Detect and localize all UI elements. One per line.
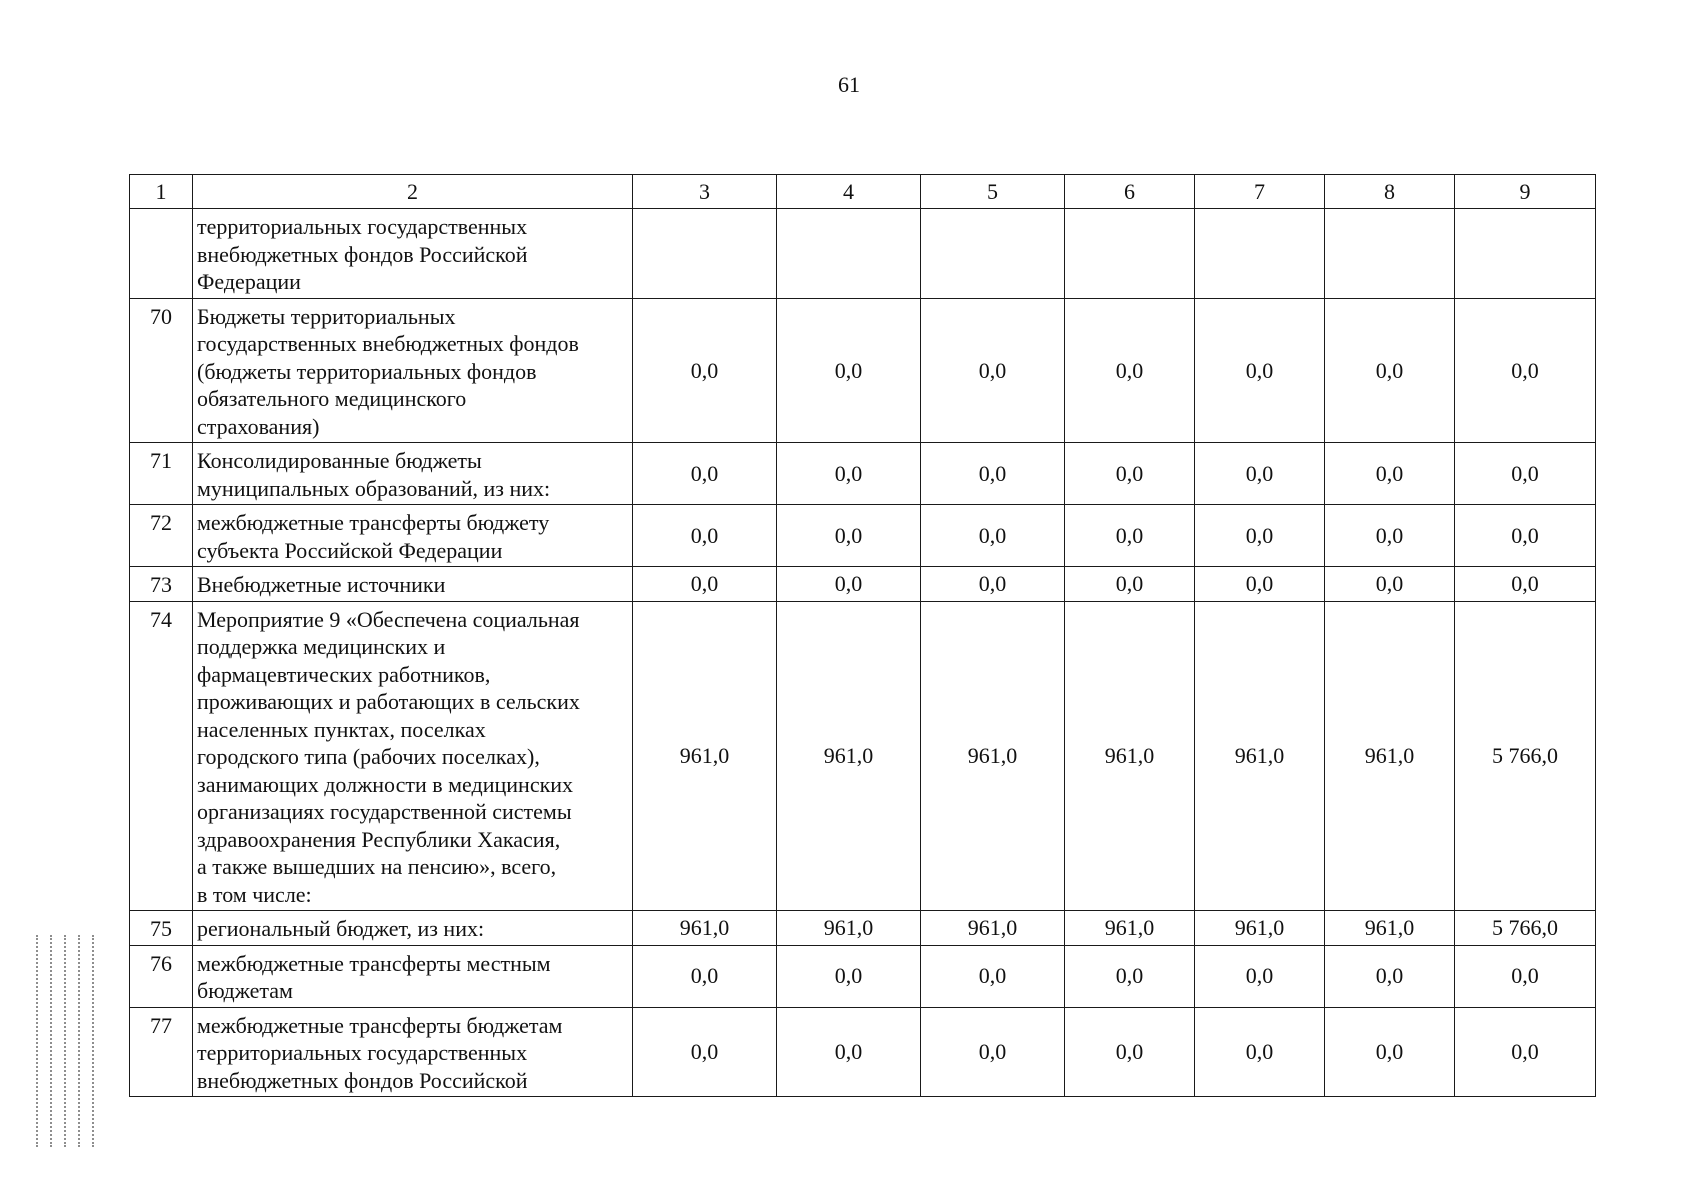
value-cell [1455, 209, 1596, 299]
value-cell [921, 209, 1065, 299]
value-cell: 0,0 [1065, 945, 1195, 1007]
description-line: обязательного медицинского [197, 386, 467, 411]
value-cell: 961,0 [1065, 911, 1195, 946]
description-line: региональный бюджет, из них: [197, 916, 485, 941]
value-cell: 0,0 [1195, 505, 1325, 567]
value-cell: 0,0 [633, 567, 777, 602]
description-line: занимающих должности в медицинских [197, 771, 574, 797]
column-header: 5 [921, 175, 1065, 209]
value-cell: 0,0 [1455, 1007, 1596, 1097]
value-cell: 5 766,0 [1455, 601, 1596, 911]
description-line: межбюджетные трансферты местным [197, 950, 551, 976]
row-number: 75 [130, 911, 193, 946]
description-line: организациях государственной системы [197, 799, 572, 824]
value-cell: 0,0 [1325, 567, 1455, 602]
value-cell [1195, 209, 1325, 299]
column-header: 4 [777, 175, 921, 209]
description-line: муниципальных образований, из них: [197, 475, 551, 501]
value-cell: 0,0 [777, 567, 921, 602]
description-line: (бюджеты территориальных фондов [197, 358, 537, 384]
value-cell: 961,0 [921, 601, 1065, 911]
value-cell: 0,0 [1195, 298, 1325, 443]
table-row [130, 1007, 1596, 1097]
page-number: 61 [838, 72, 860, 97]
row-number: 70 [130, 298, 193, 443]
value-cell: 0,0 [1455, 567, 1596, 602]
row-description [193, 567, 633, 602]
value-cell [1065, 209, 1195, 299]
value-cell [633, 209, 777, 299]
value-cell: 0,0 [1455, 298, 1596, 443]
value-cell: 0,0 [1455, 945, 1596, 1007]
description-line: внебюджетных фондов Российской [197, 241, 528, 267]
row-description [193, 209, 633, 299]
description-line: государственных внебюджетных фондов [197, 331, 579, 356]
description-line: территориальных государственных [197, 214, 528, 239]
value-cell: 0,0 [1325, 443, 1455, 505]
row-number: 73 [130, 567, 193, 602]
value-cell: 0,0 [777, 443, 921, 505]
row-description [193, 945, 633, 1007]
value-cell: 5 766,0 [1455, 911, 1596, 946]
column-header: 6 [1065, 175, 1195, 209]
row-number: 77 [130, 1007, 193, 1097]
description-line: фармацевтических работников, [197, 661, 491, 687]
description-line: внебюджетных фондов Российской [197, 1067, 528, 1093]
column-header: 8 [1325, 175, 1455, 209]
description-line: Федерации [197, 269, 301, 294]
description-line: Внебюджетные источники [197, 572, 446, 597]
value-cell: 961,0 [1325, 911, 1455, 946]
value-cell: 0,0 [777, 505, 921, 567]
description-line: межбюджетные трансферты бюджетам [197, 1012, 563, 1038]
value-cell: 0,0 [1195, 567, 1325, 602]
row-description [193, 298, 633, 443]
description-line: Бюджеты территориальных [197, 303, 456, 329]
description-line: Мероприятие 9 «Обеспечена социальная [197, 606, 580, 632]
value-cell: 961,0 [1195, 601, 1325, 911]
value-cell: 0,0 [921, 443, 1065, 505]
budget-table [129, 174, 1596, 1097]
value-cell: 961,0 [777, 911, 921, 946]
table-row [130, 911, 1596, 946]
value-cell: 961,0 [777, 601, 921, 911]
value-cell: 0,0 [921, 298, 1065, 443]
column-header: 7 [1195, 175, 1325, 209]
column-header: 1 [130, 175, 193, 209]
description-line: межбюджетные трансферты бюджету [197, 510, 550, 535]
table-row [130, 209, 1596, 299]
row-description [193, 505, 633, 567]
value-cell [1325, 209, 1455, 299]
value-cell: 0,0 [1065, 567, 1195, 602]
value-cell: 0,0 [1065, 298, 1195, 443]
row-number: 71 [130, 443, 193, 505]
description-line: бюджетам [197, 978, 293, 1003]
row-description [193, 1007, 633, 1097]
value-cell: 0,0 [1325, 945, 1455, 1007]
value-cell: 0,0 [921, 567, 1065, 602]
description-line: поддержка медицинских и [197, 634, 446, 659]
value-cell: 961,0 [633, 911, 777, 946]
value-cell: 0,0 [633, 505, 777, 567]
value-cell: 0,0 [1195, 443, 1325, 505]
table-row [130, 945, 1596, 1007]
description-line: Консолидированные бюджеты [197, 448, 482, 473]
table-row [130, 505, 1596, 567]
description-line: субъекта Российской Федерации [197, 537, 503, 563]
row-number: 76 [130, 945, 193, 1007]
value-cell: 961,0 [633, 601, 777, 911]
value-cell: 0,0 [633, 1007, 777, 1097]
value-cell: 0,0 [633, 443, 777, 505]
row-description [193, 911, 633, 946]
row-description [193, 601, 633, 911]
row-number: 74 [130, 601, 193, 911]
value-cell: 0,0 [1455, 443, 1596, 505]
value-cell: 0,0 [1065, 1007, 1195, 1097]
value-cell: 0,0 [633, 298, 777, 443]
value-cell: 0,0 [1195, 1007, 1325, 1097]
row-number: 72 [130, 505, 193, 567]
value-cell: 0,0 [777, 298, 921, 443]
table-row [130, 601, 1596, 911]
description-line: а также вышедших на пенсию», всего, [197, 854, 557, 879]
value-cell: 961,0 [921, 911, 1065, 946]
archive-stamp [34, 935, 98, 1147]
value-cell: 0,0 [777, 945, 921, 1007]
value-cell: 961,0 [1325, 601, 1455, 911]
value-cell: 0,0 [1325, 298, 1455, 443]
row-number [130, 209, 193, 299]
description-line: городского типа (рабочих поселках), [197, 744, 540, 769]
description-line: проживающих и работающих в сельских [197, 689, 580, 714]
value-cell: 0,0 [633, 945, 777, 1007]
description-line: здравоохранения Республики Хакасия, [197, 826, 561, 852]
value-cell: 0,0 [1325, 1007, 1455, 1097]
value-cell: 0,0 [1195, 945, 1325, 1007]
row-description [193, 443, 633, 505]
description-line: населенных пунктах, поселках [197, 716, 486, 742]
value-cell: 961,0 [1195, 911, 1325, 946]
value-cell: 0,0 [921, 945, 1065, 1007]
value-cell: 0,0 [1325, 505, 1455, 567]
table-row [130, 298, 1596, 443]
table-row [130, 567, 1596, 602]
value-cell [777, 209, 921, 299]
table-row [130, 443, 1596, 505]
value-cell: 0,0 [1065, 443, 1195, 505]
description-line: в том числе: [197, 881, 312, 907]
description-line: страхования) [197, 413, 320, 439]
value-cell: 0,0 [1455, 505, 1596, 567]
value-cell: 961,0 [1065, 601, 1195, 911]
value-cell: 0,0 [777, 1007, 921, 1097]
value-cell: 0,0 [1065, 505, 1195, 567]
column-header: 2 [193, 175, 633, 209]
column-header: 9 [1455, 175, 1596, 209]
description-line: территориальных государственных [197, 1040, 528, 1065]
header-row [130, 175, 1596, 209]
column-header: 3 [633, 175, 777, 209]
value-cell: 0,0 [921, 1007, 1065, 1097]
value-cell: 0,0 [921, 505, 1065, 567]
